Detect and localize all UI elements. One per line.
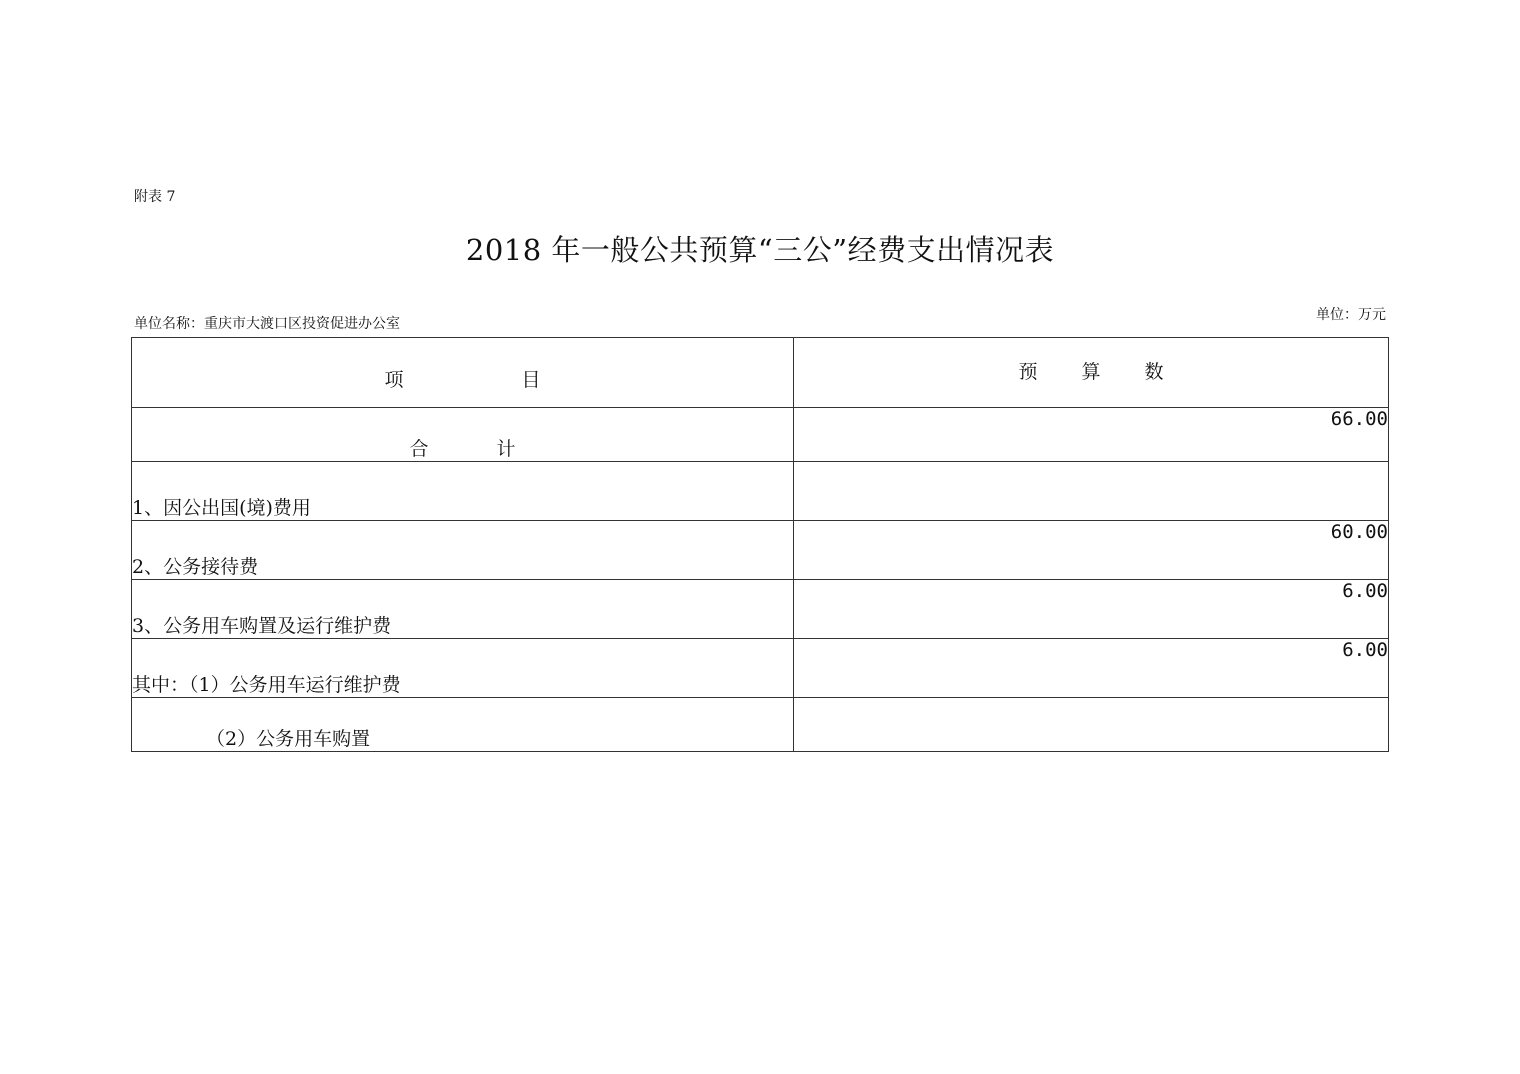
- total-label-char-1: 合: [409, 438, 429, 460]
- table-row: [132, 462, 1389, 521]
- table-row: [132, 580, 1389, 639]
- row-label: 其中：（1）公务用车运行维护费: [132, 639, 794, 698]
- header-budget-char-2: 算: [1081, 361, 1101, 383]
- total-label-char-2: 计: [496, 438, 516, 460]
- row-value: 6.00: [794, 639, 1389, 698]
- table-row: [132, 698, 1389, 752]
- appendix-label: 附表 7: [134, 189, 176, 205]
- header-budget: [794, 338, 1389, 408]
- row-label: 1、因公出国(境)费用: [132, 462, 794, 521]
- row-value: 6.00: [794, 580, 1389, 639]
- header-budget-char-1: 预: [1018, 361, 1038, 383]
- row-label: 2、公务接待费: [132, 521, 794, 580]
- table-row-total: [132, 408, 1389, 462]
- organization-name: 单位名称：重庆市大渡口区投资促进办公室: [134, 316, 400, 332]
- header-item-char-2: 目: [521, 369, 541, 391]
- unit-label: 单位：万元: [1316, 307, 1386, 323]
- row-value: 60.00: [794, 521, 1389, 580]
- total-value: 66.00: [794, 408, 1389, 462]
- table-row: [132, 521, 1389, 580]
- budget-table: [131, 337, 1389, 752]
- header-budget-char-3: 数: [1144, 361, 1164, 383]
- total-label: [132, 408, 794, 462]
- page-title: 2018 年一般公共预算“三公”经费支出情况表: [465, 233, 1055, 267]
- row-label: （2）公务用车购置: [132, 698, 794, 752]
- header-item-char-1: 项: [384, 369, 404, 391]
- row-value: [794, 462, 1389, 521]
- table-row: [132, 639, 1389, 698]
- row-label: 3、公务用车购置及运行维护费: [132, 580, 794, 639]
- row-value: [794, 698, 1389, 752]
- header-item: [132, 338, 794, 408]
- table-header-row: [132, 338, 1389, 408]
